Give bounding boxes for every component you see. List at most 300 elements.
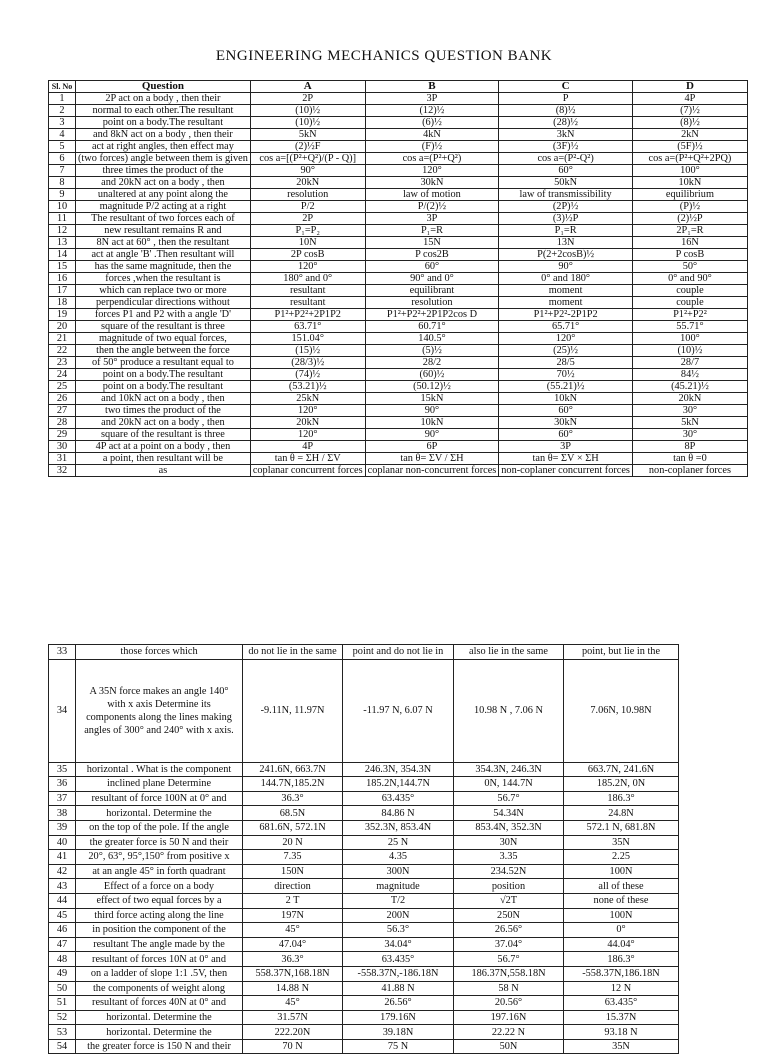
option-c: moment: [499, 297, 633, 309]
option-c: 28/5: [499, 357, 633, 369]
option-b: T/2: [343, 893, 454, 908]
serial-number: 51: [49, 996, 76, 1011]
option-d: 93.18 N: [564, 1025, 679, 1040]
option-a: 5kN: [250, 129, 365, 141]
option-b: 90° and 0°: [365, 273, 499, 285]
question-text: A 35N force makes an angle 140° with x axis Determine its components along the lines making angles of 300° and 240° with x axis.: [76, 659, 243, 762]
table-row: [49, 429, 748, 441]
option-a: (10)½: [250, 105, 365, 117]
header-sl-no: Sl. No: [49, 81, 76, 93]
option-d: none of these: [564, 893, 679, 908]
serial-number: 8: [49, 177, 76, 189]
option-d: (5F)½: [632, 141, 747, 153]
serial-number: 14: [49, 249, 76, 261]
option-b: 63.435°: [343, 791, 454, 806]
option-d: 0° and 90°: [632, 273, 747, 285]
serial-number: 48: [49, 952, 76, 967]
option-d: all of these: [564, 879, 679, 894]
option-c: 50kN: [499, 177, 633, 189]
table-row: [49, 105, 748, 117]
option-c: P(2+2cosB)½: [499, 249, 633, 261]
serial-number: 5: [49, 141, 76, 153]
serial-number: 47: [49, 937, 76, 952]
option-d: (45.21)½: [632, 381, 747, 393]
option-a: 25kN: [250, 393, 365, 405]
header-row: [49, 81, 748, 93]
option-c: cos a=(P²-Q²): [499, 153, 633, 165]
table-row: [49, 381, 748, 393]
question-text: act at angle 'B' .Then resultant will: [76, 249, 251, 261]
option-a: 222.20N: [243, 1025, 343, 1040]
serial-number: 52: [49, 1010, 76, 1025]
serial-number: 37: [49, 791, 76, 806]
option-b: 10kN: [365, 417, 499, 429]
option-c: moment: [499, 285, 633, 297]
option-b: 15kN: [365, 393, 499, 405]
option-d: 5kN: [632, 417, 747, 429]
option-b: 200N: [343, 908, 454, 923]
question-text: (two forces) angle between them is given: [76, 153, 251, 165]
option-d: 35N: [564, 1039, 679, 1054]
option-b: 352.3N, 853.4N: [343, 820, 454, 835]
option-d: 8P: [632, 441, 747, 453]
question-text: square of the resultant is three: [76, 321, 251, 333]
option-b: 25 N: [343, 835, 454, 850]
option-d: (8)½: [632, 117, 747, 129]
serial-number: 44: [49, 893, 76, 908]
serial-number: 12: [49, 225, 76, 237]
option-a: -9.11N, 11.97N: [243, 659, 343, 762]
option-b: 56.3°: [343, 923, 454, 938]
question-text: point on a body.The resultant: [76, 117, 251, 129]
option-c: 10kN: [499, 393, 633, 405]
option-b: 75 N: [343, 1039, 454, 1054]
table-row: [49, 893, 679, 908]
option-a: 70 N: [243, 1039, 343, 1054]
question-text: 2P act on a body , then their: [76, 93, 251, 105]
option-a: 2P: [250, 93, 365, 105]
header-option-b: B: [365, 81, 499, 93]
option-b: P₁=R: [365, 225, 499, 237]
table-row: [49, 465, 748, 477]
table-row: [49, 806, 679, 821]
option-b: (50.12)½: [365, 381, 499, 393]
option-c: 3.35: [454, 850, 564, 865]
question-text: square of the resultant is three: [76, 429, 251, 441]
table-row: [49, 835, 679, 850]
serial-number: 46: [49, 923, 76, 938]
option-d: point, but lie in the: [564, 645, 679, 660]
option-a: P/2: [250, 201, 365, 213]
option-d: 10kN: [632, 177, 747, 189]
table-row: [49, 393, 748, 405]
option-d: 44.04°: [564, 937, 679, 952]
table-row: [49, 937, 679, 952]
serial-number: 11: [49, 213, 76, 225]
table-row: [49, 777, 679, 792]
option-b: point and do not lie in: [343, 645, 454, 660]
header-option-d: D: [632, 81, 747, 93]
serial-number: 49: [49, 966, 76, 981]
option-a: 20kN: [250, 417, 365, 429]
option-a: 150N: [243, 864, 343, 879]
serial-number: 19: [49, 309, 76, 321]
option-a: 2P cosB: [250, 249, 365, 261]
serial-number: 27: [49, 405, 76, 417]
header-option-c: C: [499, 81, 633, 93]
option-d: couple: [632, 285, 747, 297]
option-b: 90°: [365, 405, 499, 417]
option-c: 354.3N, 246.3N: [454, 762, 564, 777]
option-d: 572.1 N, 681.8N: [564, 820, 679, 835]
serial-number: 10: [49, 201, 76, 213]
option-a: 20kN: [250, 177, 365, 189]
option-b: magnitude: [343, 879, 454, 894]
table-row: [49, 285, 748, 297]
option-c: 853.4N, 352.3N: [454, 820, 564, 835]
option-a: 681.6N, 572.1N: [243, 820, 343, 835]
table-row: [49, 659, 679, 762]
table-row: [49, 1010, 679, 1025]
table-row: [49, 129, 748, 141]
option-a: resolution: [250, 189, 365, 201]
page-title: ENGINEERING MECHANICS QUESTION BANK: [215, 48, 553, 64]
option-c: 197.16N: [454, 1010, 564, 1025]
option-d: 55.71°: [632, 321, 747, 333]
option-a: cos a=[(P²+Q²)/(P - Q)]: [250, 153, 365, 165]
serial-number: 24: [49, 369, 76, 381]
option-d: (7)½: [632, 105, 747, 117]
option-d: 7.06N, 10.98N: [564, 659, 679, 762]
serial-number: 22: [49, 345, 76, 357]
table-row: [49, 864, 679, 879]
option-a: 7.35: [243, 850, 343, 865]
option-a: 180° and 0°: [250, 273, 365, 285]
question-text: resultant of force 100N at 0° and: [76, 791, 243, 806]
option-b: tan θ= ΣV / ΣH: [365, 453, 499, 465]
option-c: 10.98 N , 7.06 N: [454, 659, 564, 762]
serial-number: 28: [49, 417, 76, 429]
question-text: effect of two equal forces by a: [76, 893, 243, 908]
option-c: 20.56°: [454, 996, 564, 1011]
serial-number: 43: [49, 879, 76, 894]
option-a: 120°: [250, 405, 365, 417]
table-row: [49, 321, 748, 333]
option-d: 4P: [632, 93, 747, 105]
serial-number: 34: [49, 659, 76, 762]
option-b: 4.35: [343, 850, 454, 865]
question-text: two times the product of the: [76, 405, 251, 417]
question-text: and 20kN act on a body , then: [76, 417, 251, 429]
option-c: 56.7°: [454, 791, 564, 806]
table-row: [49, 369, 748, 381]
serial-number: 1: [49, 93, 76, 105]
option-c: 65.71°: [499, 321, 633, 333]
option-d: 2.25: [564, 850, 679, 865]
table-row: [49, 791, 679, 806]
option-b: 140.5°: [365, 333, 499, 345]
question-text: those forces which: [76, 645, 243, 660]
option-a: 45°: [243, 923, 343, 938]
question-text: in position the component of the: [76, 923, 243, 938]
option-a: 68.5N: [243, 806, 343, 821]
serial-number: 40: [49, 835, 76, 850]
table-row: [49, 333, 748, 345]
option-d: 12 N: [564, 981, 679, 996]
serial-number: 15: [49, 261, 76, 273]
option-a: resultant: [250, 297, 365, 309]
option-c: P1²+P2²-2P1P2: [499, 309, 633, 321]
option-c: 0N, 144.7N: [454, 777, 564, 792]
question-table-2: [48, 644, 679, 1054]
question-text: magnitude P/2 acting at a right: [76, 201, 251, 213]
option-d: non-coplaner forces: [632, 465, 747, 477]
option-b: 300N: [343, 864, 454, 879]
option-d: 50°: [632, 261, 747, 273]
option-d: 15.37N: [564, 1010, 679, 1025]
option-b: 60.71°: [365, 321, 499, 333]
option-d: 84½: [632, 369, 747, 381]
question-text: 20°, 63°, 95°,150° from positive x: [76, 850, 243, 865]
question-text: point on a body.The resultant: [76, 369, 251, 381]
question-text: forces P1 and P2 with a angle 'D': [76, 309, 251, 321]
option-b: 3P: [365, 93, 499, 105]
option-b: 246.3N, 354.3N: [343, 762, 454, 777]
option-a: resultant: [250, 285, 365, 297]
question-text: magnitude of two equal forces,: [76, 333, 251, 345]
serial-number: 35: [49, 762, 76, 777]
option-d: 100N: [564, 908, 679, 923]
question-text: inclined plane Determine: [76, 777, 243, 792]
table-row: [49, 273, 748, 285]
option-d: P1²+P2²: [632, 309, 747, 321]
serial-number: 9: [49, 189, 76, 201]
option-c: 30N: [454, 835, 564, 850]
option-d: (10)½: [632, 345, 747, 357]
table-row: [49, 966, 679, 981]
option-d: 186.3°: [564, 952, 679, 967]
question-text: the greater force is 50 N and their: [76, 835, 243, 850]
option-d: (2)½P: [632, 213, 747, 225]
option-c: (8)½: [499, 105, 633, 117]
serial-number: 2: [49, 105, 76, 117]
question-text: resultant of forces 10N at 0° and: [76, 952, 243, 967]
option-b: 185.2N,144.7N: [343, 777, 454, 792]
option-c: 54.34N: [454, 806, 564, 821]
option-b: (6)½: [365, 117, 499, 129]
table-row: [49, 213, 748, 225]
option-b: 28/2: [365, 357, 499, 369]
option-d: 663.7N, 241.6N: [564, 762, 679, 777]
question-text: forces ,when the resultant is: [76, 273, 251, 285]
option-c: 186.37N,558.18N: [454, 966, 564, 981]
option-d: 24.8N: [564, 806, 679, 821]
option-c: 3kN: [499, 129, 633, 141]
option-d: 16N: [632, 237, 747, 249]
option-c: 13N: [499, 237, 633, 249]
serial-number: 33: [49, 645, 76, 660]
option-d: 2P₁=R: [632, 225, 747, 237]
option-b: 30kN: [365, 177, 499, 189]
option-b: (5)½: [365, 345, 499, 357]
table-row: [49, 117, 748, 129]
serial-number: 30: [49, 441, 76, 453]
option-a: coplanar concurrent forces: [250, 465, 365, 477]
header-option-a: A: [250, 81, 365, 93]
question-text: act at right angles, then effect may: [76, 141, 251, 153]
option-c: also lie in the same: [454, 645, 564, 660]
option-b: cos a=(P²+Q²): [365, 153, 499, 165]
option-b: 6P: [365, 441, 499, 453]
option-c: 60°: [499, 405, 633, 417]
option-a: 63.71°: [250, 321, 365, 333]
question-text: as: [76, 465, 251, 477]
table-row: [49, 177, 748, 189]
option-a: tan θ = ΣH / ΣV: [250, 453, 365, 465]
option-d: 20kN: [632, 393, 747, 405]
table-row: [49, 249, 748, 261]
option-a: (10)½: [250, 117, 365, 129]
option-c: position: [454, 879, 564, 894]
option-a: 120°: [250, 261, 365, 273]
serial-number: 29: [49, 429, 76, 441]
table-row: [49, 645, 679, 660]
option-d: -558.37N,186.18N: [564, 966, 679, 981]
option-b: 63.435°: [343, 952, 454, 967]
option-c: 60°: [499, 165, 633, 177]
table-row: [49, 225, 748, 237]
option-a: P1²+P2²+2P1P2: [250, 309, 365, 321]
serial-number: 50: [49, 981, 76, 996]
option-c: (2P)½: [499, 201, 633, 213]
option-d: equilibrium: [632, 189, 747, 201]
serial-number: 7: [49, 165, 76, 177]
question-text: a point, then resultant will be: [76, 453, 251, 465]
option-d: 30°: [632, 405, 747, 417]
option-a: (28/3)½: [250, 357, 365, 369]
option-b: (12)½: [365, 105, 499, 117]
question-text: third force acting along the line: [76, 908, 243, 923]
option-b: coplanar non-concurrent forces: [365, 465, 499, 477]
option-a: 45°: [243, 996, 343, 1011]
option-c: P₁=R: [499, 225, 633, 237]
table-row: [49, 261, 748, 273]
table-row: [49, 923, 679, 938]
option-d: cos a=(P²+Q²+2PQ): [632, 153, 747, 165]
option-a: 120°: [250, 429, 365, 441]
option-c: 22.22 N: [454, 1025, 564, 1040]
option-d: 100°: [632, 333, 747, 345]
question-text: on a ladder of slope 1:1 .5V, then: [76, 966, 243, 981]
serial-number: 45: [49, 908, 76, 923]
serial-number: 20: [49, 321, 76, 333]
table-row: [49, 417, 748, 429]
question-text: normal to each other.The resultant: [76, 105, 251, 117]
table-row: [49, 762, 679, 777]
option-d: tan θ =0: [632, 453, 747, 465]
serial-number: 18: [49, 297, 76, 309]
option-c: 250N: [454, 908, 564, 923]
question-text: 8N act at 60° , then the resultant: [76, 237, 251, 249]
serial-number: 42: [49, 864, 76, 879]
table-row: [49, 981, 679, 996]
option-c: (3)½P: [499, 213, 633, 225]
serial-number: 25: [49, 381, 76, 393]
option-d: 185.2N, 0N: [564, 777, 679, 792]
question-text: 4P act at a point on a body , then: [76, 441, 251, 453]
table-row: [49, 309, 748, 321]
question-text: point on a body.The resultant: [76, 381, 251, 393]
option-a: 558.37N,168.18N: [243, 966, 343, 981]
option-b: 3P: [365, 213, 499, 225]
question-text: at an angle 45° in forth quadrant: [76, 864, 243, 879]
option-a: 151.04°: [250, 333, 365, 345]
serial-number: 16: [49, 273, 76, 285]
table-row: [49, 952, 679, 967]
table-row: [49, 93, 748, 105]
question-table-1: [48, 80, 748, 477]
serial-number: 17: [49, 285, 76, 297]
option-b: 41.88 N: [343, 981, 454, 996]
option-c: tan θ= ΣV × ΣH: [499, 453, 633, 465]
option-b: (60)½: [365, 369, 499, 381]
option-a: 197N: [243, 908, 343, 923]
option-b: P cos2B: [365, 249, 499, 261]
option-a: 20 N: [243, 835, 343, 850]
option-a: 144.7N,185.2N: [243, 777, 343, 792]
question-text: new resultant remains R and: [76, 225, 251, 237]
option-d: P cosB: [632, 249, 747, 261]
option-c: 60°: [499, 429, 633, 441]
table-row: [49, 165, 748, 177]
option-c: 0° and 180°: [499, 273, 633, 285]
table-row: [49, 237, 748, 249]
option-a: 90°: [250, 165, 365, 177]
question-text: on the top of the pole. If the angle: [76, 820, 243, 835]
option-c: 120°: [499, 333, 633, 345]
option-c: (28)½: [499, 117, 633, 129]
table-row: [49, 820, 679, 835]
question-text: which can replace two or more: [76, 285, 251, 297]
serial-number: 38: [49, 806, 76, 821]
table-row: [49, 201, 748, 213]
serial-number: 53: [49, 1025, 76, 1040]
question-text: and 10kN act on a body , then: [76, 393, 251, 405]
option-b: 34.04°: [343, 937, 454, 952]
serial-number: 21: [49, 333, 76, 345]
option-c: 37.04°: [454, 937, 564, 952]
question-text: perpendicular directions without: [76, 297, 251, 309]
option-d: (P)½: [632, 201, 747, 213]
serial-number: 3: [49, 117, 76, 129]
table-row: [49, 453, 748, 465]
option-a: 2P: [250, 213, 365, 225]
serial-number: 41: [49, 850, 76, 865]
table-row: [49, 297, 748, 309]
option-a: 241.6N, 663.7N: [243, 762, 343, 777]
table-row: [49, 1025, 679, 1040]
table-row: [49, 996, 679, 1011]
option-a: 36.3°: [243, 791, 343, 806]
option-c: law of transmissibility: [499, 189, 633, 201]
question-text: the greater force is 150 N and their: [76, 1039, 243, 1054]
question-text: has the same magnitude, then the: [76, 261, 251, 273]
option-d: 100°: [632, 165, 747, 177]
option-b: 179.16N: [343, 1010, 454, 1025]
option-b: 26.56°: [343, 996, 454, 1011]
question-text: Effect of a force on a body: [76, 879, 243, 894]
serial-number: 26: [49, 393, 76, 405]
